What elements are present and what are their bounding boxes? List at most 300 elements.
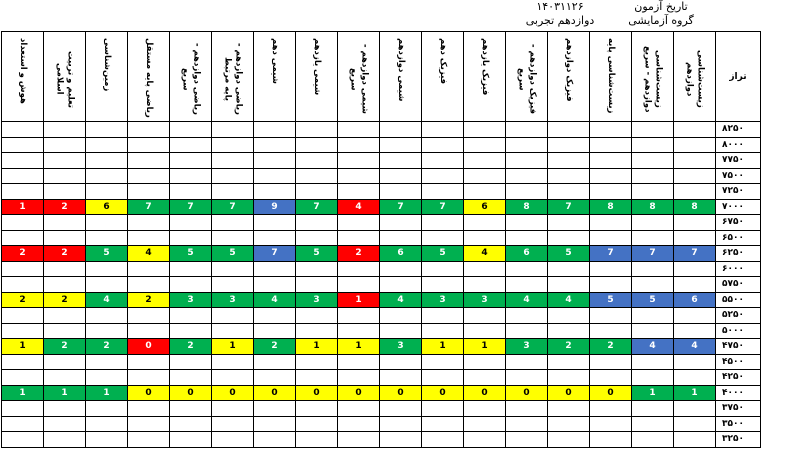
score-cell — [2, 323, 44, 339]
subject-header — [632, 32, 674, 122]
score-cell — [2, 416, 44, 432]
score-cell — [2, 432, 44, 448]
taraz-value: ۷۰۰۰ — [716, 199, 761, 215]
score-cell — [674, 370, 716, 386]
score-cell: 2 — [128, 292, 170, 308]
score-cell — [380, 323, 422, 339]
taraz-value: ۷۷۵۰ — [716, 153, 761, 169]
score-cell — [128, 184, 170, 200]
score-cell — [506, 354, 548, 370]
table-row — [2, 416, 761, 432]
score-cell — [2, 261, 44, 277]
score-cell — [128, 416, 170, 432]
score-cell: 8 — [632, 199, 674, 215]
score-cell: 7 — [590, 246, 632, 262]
score-cell — [590, 230, 632, 246]
subject-header — [506, 32, 548, 122]
score-cell: 5 — [422, 246, 464, 262]
table-row — [2, 230, 761, 246]
score-cell — [590, 401, 632, 417]
score-cell — [296, 308, 338, 324]
score-cell — [86, 370, 128, 386]
score-cell: 7 — [548, 199, 590, 215]
score-cell — [590, 153, 632, 169]
score-cell — [632, 261, 674, 277]
score-cell — [380, 370, 422, 386]
score-cell — [548, 277, 590, 293]
score-cell: 0 — [506, 385, 548, 401]
subject-label: فیزیک دوازدهم — [564, 38, 574, 102]
score-cell: 3 — [212, 292, 254, 308]
score-cell — [380, 153, 422, 169]
score-cell — [86, 137, 128, 153]
taraz-value: ۵۲۵۰ — [716, 308, 761, 324]
score-cell: 6 — [674, 292, 716, 308]
exam-date-value: ۱۴۰۳۱۱۲۶ — [536, 0, 584, 13]
score-cell — [296, 137, 338, 153]
score-cell — [44, 168, 86, 184]
score-cell — [86, 168, 128, 184]
score-cell — [464, 230, 506, 246]
score-cell — [296, 432, 338, 448]
score-cell — [296, 370, 338, 386]
score-cell — [422, 323, 464, 339]
score-cell: 0 — [254, 385, 296, 401]
score-cell: 6 — [380, 246, 422, 262]
score-cell — [2, 401, 44, 417]
score-cell — [128, 432, 170, 448]
taraz-value: ۷۵۰۰ — [716, 168, 761, 184]
score-cell — [548, 370, 590, 386]
score-cell — [212, 137, 254, 153]
score-cell — [464, 308, 506, 324]
score-cell — [170, 323, 212, 339]
score-cell — [86, 416, 128, 432]
score-cell — [674, 230, 716, 246]
score-cell — [338, 323, 380, 339]
score-cell: 1 — [2, 385, 44, 401]
taraz-value: ۶۲۵۰ — [716, 246, 761, 262]
table-row — [2, 122, 761, 138]
score-cell: 7 — [212, 199, 254, 215]
score-cell — [422, 122, 464, 138]
subject-label: تعلیم و تربیت اسلامی — [54, 50, 76, 108]
score-cell — [170, 261, 212, 277]
score-cell — [44, 122, 86, 138]
score-cell: 2 — [338, 246, 380, 262]
score-cell: 1 — [296, 339, 338, 355]
subject-label: زیست‌شناسی دوازدهم - سریع — [642, 45, 664, 113]
score-cell — [170, 354, 212, 370]
score-cell — [632, 137, 674, 153]
score-cell — [254, 230, 296, 246]
subject-header — [674, 32, 716, 122]
score-cell — [212, 277, 254, 293]
exam-date-label: تاریخ آزمون — [634, 0, 688, 13]
score-cell — [86, 230, 128, 246]
score-cell — [128, 370, 170, 386]
score-cell — [296, 354, 338, 370]
score-cell: 0 — [296, 385, 338, 401]
table-row — [2, 215, 761, 231]
table-row — [2, 370, 761, 386]
score-cell — [44, 354, 86, 370]
subject-header — [380, 32, 422, 122]
score-cell: 5 — [212, 246, 254, 262]
score-cell — [170, 416, 212, 432]
score-cell: 7 — [674, 246, 716, 262]
score-cell — [86, 308, 128, 324]
score-cell — [548, 230, 590, 246]
score-cell — [464, 401, 506, 417]
score-cell: 0 — [590, 385, 632, 401]
score-cell — [380, 416, 422, 432]
score-cell — [44, 137, 86, 153]
score-cell — [422, 184, 464, 200]
taraz-value: ۵۰۰۰ — [716, 323, 761, 339]
exam-group-block — [490, 0, 630, 30]
score-cell — [86, 261, 128, 277]
score-cell — [128, 277, 170, 293]
score-cell — [128, 230, 170, 246]
score-cell — [380, 308, 422, 324]
score-cell: 2 — [44, 246, 86, 262]
score-cell — [212, 432, 254, 448]
score-cell: 4 — [254, 292, 296, 308]
score-cell — [254, 354, 296, 370]
score-cell — [86, 184, 128, 200]
subject-header — [86, 32, 128, 122]
score-cell: 7 — [296, 199, 338, 215]
score-cell — [86, 432, 128, 448]
score-cell — [674, 432, 716, 448]
score-cell — [506, 122, 548, 138]
score-cell: 5 — [170, 246, 212, 262]
score-cell: 0 — [380, 385, 422, 401]
score-cell — [296, 122, 338, 138]
score-cell — [44, 261, 86, 277]
score-cell — [380, 137, 422, 153]
score-cell — [296, 230, 338, 246]
score-cell: 8 — [590, 199, 632, 215]
score-cell — [296, 277, 338, 293]
score-cell — [590, 184, 632, 200]
taraz-value: ۵۷۵۰ — [716, 277, 761, 293]
score-cell — [464, 354, 506, 370]
score-cell — [464, 215, 506, 231]
subject-label: فیزیک یازدهم — [480, 38, 490, 96]
score-cell — [254, 432, 296, 448]
score-cell: 4 — [506, 292, 548, 308]
score-cell — [128, 153, 170, 169]
score-cell: 5 — [86, 246, 128, 262]
score-cell: 3 — [464, 292, 506, 308]
score-cell — [212, 416, 254, 432]
score-cell — [170, 230, 212, 246]
score-cell — [254, 168, 296, 184]
score-cell — [548, 153, 590, 169]
score-cell: 7 — [380, 199, 422, 215]
score-cell — [464, 432, 506, 448]
score-cell — [86, 153, 128, 169]
score-cell: 2 — [44, 339, 86, 355]
score-cell — [590, 308, 632, 324]
subject-header — [338, 32, 380, 122]
score-cell — [254, 137, 296, 153]
score-cell — [674, 354, 716, 370]
subject-label: ریاضی پایه مستقل — [144, 38, 154, 118]
score-cell: 1 — [422, 339, 464, 355]
subject-label: شیمی دهم — [270, 38, 280, 85]
score-cell — [422, 230, 464, 246]
score-cell — [674, 215, 716, 231]
score-cell: 1 — [2, 339, 44, 355]
score-cell — [674, 153, 716, 169]
score-cell — [380, 401, 422, 417]
score-cell — [170, 370, 212, 386]
score-cell: 8 — [674, 199, 716, 215]
score-cell — [632, 168, 674, 184]
table-row — [2, 308, 761, 324]
score-cell: 0 — [548, 385, 590, 401]
score-cell — [296, 184, 338, 200]
subject-header — [212, 32, 254, 122]
score-cell — [2, 230, 44, 246]
score-cell: 7 — [632, 246, 674, 262]
score-cell: 4 — [380, 292, 422, 308]
score-cell — [170, 277, 212, 293]
table-row — [2, 277, 761, 293]
score-cell — [632, 230, 674, 246]
score-cell — [380, 261, 422, 277]
score-cell — [590, 323, 632, 339]
score-cell — [254, 416, 296, 432]
score-cell — [170, 401, 212, 417]
score-cell: 1 — [2, 199, 44, 215]
score-cell — [422, 168, 464, 184]
score-cell: 9 — [254, 199, 296, 215]
score-cell — [422, 153, 464, 169]
score-cell — [2, 354, 44, 370]
score-cell — [254, 153, 296, 169]
score-cell — [44, 277, 86, 293]
score-cell — [170, 215, 212, 231]
score-cell — [212, 168, 254, 184]
score-cell: 3 — [296, 292, 338, 308]
subject-label: شیمی دوازدهم - سریع — [348, 44, 370, 114]
taraz-value: ۳۲۵۰ — [716, 432, 761, 448]
subject-header — [2, 32, 44, 122]
score-cell — [548, 308, 590, 324]
score-cell — [590, 354, 632, 370]
subject-header — [44, 32, 86, 122]
score-cell — [674, 416, 716, 432]
table-row — [2, 184, 761, 200]
score-cell — [632, 354, 674, 370]
score-cell: 0 — [338, 385, 380, 401]
taraz-value: ۴۰۰۰ — [716, 385, 761, 401]
subject-label: فیزیک دهم — [438, 38, 448, 85]
score-cell — [506, 401, 548, 417]
score-cell — [674, 168, 716, 184]
subject-label: شیمی دوازدهم — [396, 38, 406, 102]
score-cell: 0 — [128, 385, 170, 401]
score-cell — [254, 308, 296, 324]
score-cell — [338, 370, 380, 386]
score-cell — [632, 401, 674, 417]
score-cell — [254, 261, 296, 277]
score-cell — [212, 215, 254, 231]
taraz-table — [1, 31, 761, 448]
subject-header — [464, 32, 506, 122]
score-cell — [548, 354, 590, 370]
score-cell: 1 — [632, 385, 674, 401]
score-cell — [86, 215, 128, 231]
score-cell: 7 — [170, 199, 212, 215]
table-row — [2, 199, 761, 215]
score-cell — [632, 323, 674, 339]
score-cell — [674, 137, 716, 153]
score-cell — [2, 122, 44, 138]
score-cell — [296, 401, 338, 417]
score-cell — [44, 432, 86, 448]
score-cell: 2 — [2, 246, 44, 262]
score-cell — [506, 308, 548, 324]
score-cell — [44, 184, 86, 200]
score-cell — [464, 261, 506, 277]
score-cell — [128, 137, 170, 153]
score-cell — [632, 370, 674, 386]
subject-label: زیست‌شناسی پایه — [606, 38, 616, 114]
score-cell — [2, 215, 44, 231]
score-cell — [632, 184, 674, 200]
taraz-value: ۳۷۵۰ — [716, 401, 761, 417]
score-cell — [338, 184, 380, 200]
score-cell: 0 — [128, 339, 170, 355]
score-cell — [590, 416, 632, 432]
score-cell — [44, 308, 86, 324]
score-cell — [422, 308, 464, 324]
score-cell: 1 — [464, 339, 506, 355]
score-cell: 7 — [128, 199, 170, 215]
score-cell: 7 — [422, 199, 464, 215]
score-cell — [128, 323, 170, 339]
score-cell: 0 — [422, 385, 464, 401]
score-cell — [44, 323, 86, 339]
score-cell — [2, 153, 44, 169]
score-cell — [548, 215, 590, 231]
score-cell: 4 — [548, 292, 590, 308]
score-cell — [170, 153, 212, 169]
score-cell — [86, 277, 128, 293]
score-cell — [338, 137, 380, 153]
score-cell — [44, 401, 86, 417]
score-cell — [422, 432, 464, 448]
taraz-value: ۵۵۰۰ — [716, 292, 761, 308]
score-cell — [506, 261, 548, 277]
score-cell — [212, 122, 254, 138]
score-cell — [590, 168, 632, 184]
subject-label: هوش و استعداد — [18, 38, 28, 104]
score-cell — [674, 308, 716, 324]
score-cell — [212, 323, 254, 339]
score-cell: 4 — [464, 246, 506, 262]
score-cell — [128, 261, 170, 277]
score-cell — [590, 370, 632, 386]
subject-label: زمین‌شناسی — [102, 38, 112, 92]
table-row — [2, 246, 761, 262]
score-cell: 3 — [380, 339, 422, 355]
score-cell — [674, 323, 716, 339]
score-cell — [380, 230, 422, 246]
score-cell — [422, 277, 464, 293]
score-cell — [338, 401, 380, 417]
score-cell — [380, 184, 422, 200]
score-cell: 2 — [170, 339, 212, 355]
table-row — [2, 385, 761, 401]
score-cell — [548, 184, 590, 200]
score-cell: 2 — [254, 339, 296, 355]
score-cell — [506, 168, 548, 184]
score-cell: 5 — [632, 292, 674, 308]
score-cell — [506, 137, 548, 153]
score-cell — [212, 261, 254, 277]
score-cell — [632, 416, 674, 432]
score-cell — [464, 416, 506, 432]
table-row — [2, 339, 761, 355]
score-cell — [170, 308, 212, 324]
score-cell — [506, 215, 548, 231]
subject-label: ریاضی دوازدهم - سریع — [180, 43, 202, 115]
score-cell — [44, 370, 86, 386]
score-cell — [338, 277, 380, 293]
score-cell — [128, 168, 170, 184]
score-cell: 2 — [548, 339, 590, 355]
score-cell — [338, 230, 380, 246]
score-cell — [128, 308, 170, 324]
group-label: گروه آزمایشی — [628, 14, 694, 27]
score-cell — [2, 277, 44, 293]
taraz-value: ۳۵۰۰ — [716, 416, 761, 432]
score-cell — [674, 401, 716, 417]
score-cell: 6 — [464, 199, 506, 215]
score-cell — [590, 432, 632, 448]
table-row — [2, 323, 761, 339]
taraz-value: ۴۲۵۰ — [716, 370, 761, 386]
score-cell — [464, 168, 506, 184]
taraz-value: ۷۲۵۰ — [716, 184, 761, 200]
score-cell: 6 — [506, 246, 548, 262]
score-cell — [422, 354, 464, 370]
score-cell — [86, 401, 128, 417]
score-cell — [590, 277, 632, 293]
score-cell: 4 — [674, 339, 716, 355]
score-cell: 1 — [212, 339, 254, 355]
score-cell: 1 — [44, 385, 86, 401]
score-cell — [506, 277, 548, 293]
score-cell — [86, 354, 128, 370]
score-cell — [128, 354, 170, 370]
score-cell: 8 — [506, 199, 548, 215]
score-cell — [422, 261, 464, 277]
score-cell — [422, 215, 464, 231]
group-value: دوازدهم تجربی — [525, 14, 595, 27]
score-cell — [296, 416, 338, 432]
subject-header — [170, 32, 212, 122]
score-cell: 1 — [338, 292, 380, 308]
score-cell — [338, 168, 380, 184]
score-cell — [464, 137, 506, 153]
